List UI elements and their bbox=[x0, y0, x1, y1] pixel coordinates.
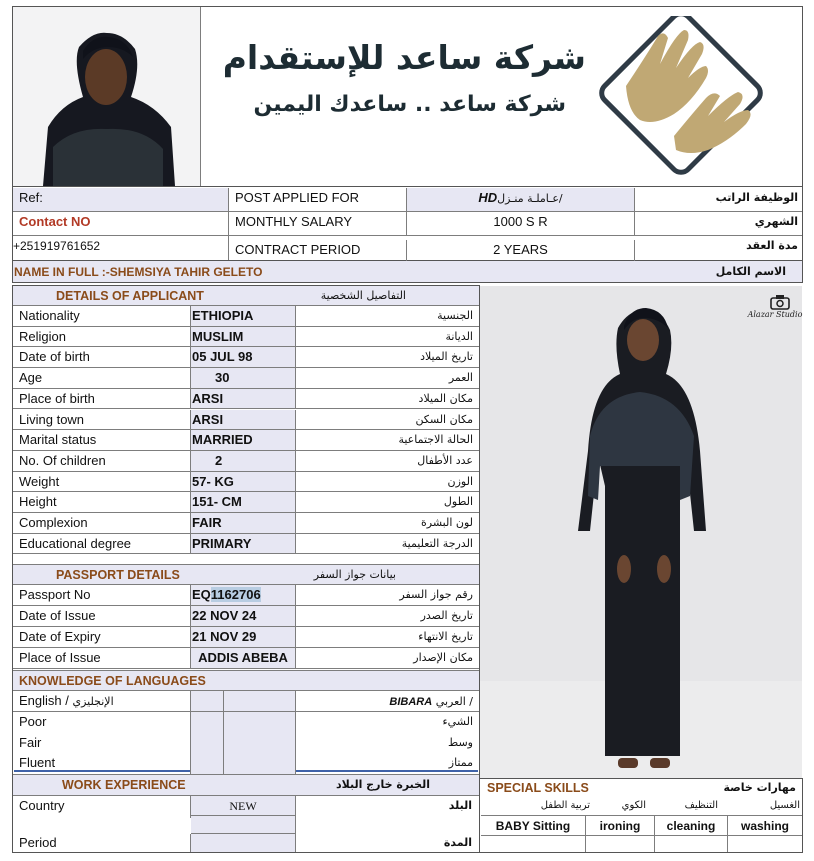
hands-logo-icon bbox=[596, 16, 776, 176]
applicant-label-ar: الدرجة التعليمية bbox=[296, 534, 479, 555]
passport-label: Passport No bbox=[13, 585, 191, 606]
english-check-1[interactable] bbox=[191, 691, 224, 712]
language-level-ar: وسط bbox=[448, 735, 473, 749]
applicant-value: ARSI bbox=[191, 410, 296, 431]
applicant-label: Nationality bbox=[13, 306, 191, 327]
applicant-label-ar: الوزن bbox=[296, 472, 479, 493]
skills-title-ar: مهارات خاصة bbox=[723, 781, 796, 794]
applicant-label: Place of birth bbox=[13, 389, 191, 410]
period-label-ar: المدة bbox=[443, 836, 472, 849]
arabic-label bbox=[296, 691, 479, 712]
applicant-value: ARSI bbox=[191, 389, 296, 410]
arabic-ar: العربي / bbox=[435, 695, 473, 708]
applicant-label: Height bbox=[13, 492, 191, 513]
skill-ar-washing: الغسيل bbox=[769, 800, 800, 811]
applicant-value: MARRIED bbox=[191, 430, 296, 451]
post-value-ar: عـاملـة منـزل/ bbox=[497, 192, 563, 205]
post-value bbox=[407, 188, 635, 212]
applicant-value: 05 JUL 98 bbox=[191, 347, 296, 368]
camera-icon bbox=[770, 294, 790, 310]
passport-no-prefix: EQ bbox=[192, 587, 211, 602]
applicant-value: 151- CM bbox=[191, 492, 296, 513]
applicant-label: Weight bbox=[13, 472, 191, 493]
skill-cleaning: cleaning bbox=[655, 816, 728, 836]
english-ar: الإنجليزي bbox=[72, 695, 114, 708]
language-level-label: Poor bbox=[13, 712, 191, 733]
skill-ar-cleaning: التنظيف bbox=[684, 800, 718, 811]
applicant-figure bbox=[480, 286, 802, 778]
salary-label-ar: الشهري bbox=[635, 212, 802, 236]
passport-title: PASSPORT DETAILS bbox=[56, 568, 180, 582]
passport-value: 21 NOV 29 bbox=[191, 627, 296, 648]
applicant-value: ETHIOPIA bbox=[191, 306, 296, 327]
work-title-ar: الخبرة خارج البلاد bbox=[335, 778, 430, 791]
language-check-a[interactable] bbox=[191, 712, 224, 733]
salary-value: 1000 S R bbox=[407, 212, 635, 236]
portrait-figure bbox=[13, 7, 201, 186]
applicant-label: Date of birth bbox=[13, 347, 191, 368]
applicant-label-ar: الديانة bbox=[296, 327, 479, 348]
full-body-photo bbox=[480, 286, 802, 778]
languages-header: KNOWLEDGE OF LANGUAGES bbox=[13, 670, 479, 691]
language-check-b[interactable] bbox=[224, 733, 296, 754]
contract-label: CONTRACT PERIOD bbox=[229, 240, 407, 264]
skill-washing: washing bbox=[728, 816, 802, 836]
applicant-label: Age bbox=[13, 368, 191, 389]
applicant-value: FAIR bbox=[191, 513, 296, 534]
company-slogan: شركة ساعد .. ساعدك اليمين bbox=[253, 92, 566, 117]
skill-babysitting: BABY Sitting bbox=[481, 816, 586, 836]
portrait-photo bbox=[13, 7, 201, 186]
work-title: WORK EXPERIENCE bbox=[62, 778, 186, 792]
full-name-ar: الاسم الكامل bbox=[715, 265, 786, 278]
passport-no-rest: 1162706 bbox=[210, 587, 261, 602]
full-name: NAME IN FULL :-SHEMSIYA TAHIR GELETO bbox=[14, 265, 263, 279]
language-check-a[interactable] bbox=[191, 733, 224, 754]
fluent-underline-right bbox=[296, 770, 478, 772]
skill-ar-ironing: الكوي bbox=[621, 800, 646, 811]
post-code: HD bbox=[478, 190, 498, 205]
post-label-ar: الوظيفة الراتب bbox=[635, 188, 802, 212]
applicant-value: 30 bbox=[191, 368, 296, 389]
passport-label: Date of Issue bbox=[13, 606, 191, 627]
applicant-label: Educational degree bbox=[13, 534, 191, 555]
contract-value: 2 YEARS bbox=[407, 240, 635, 261]
applicant-label-ar: الحالة الاجتماعية bbox=[296, 430, 479, 451]
skills-title: SPECIAL SKILLS bbox=[487, 781, 589, 795]
arabic-code: BIBARA bbox=[389, 696, 433, 708]
ref-cell: Ref: bbox=[13, 188, 229, 212]
language-check-b[interactable] bbox=[224, 712, 296, 733]
language-level-ar: ممتاز bbox=[448, 756, 473, 769]
post-label: POST APPLIED FOR bbox=[229, 188, 407, 212]
salary-label: MONTHLY SALARY bbox=[229, 212, 407, 236]
country-extra-1 bbox=[191, 816, 296, 834]
applicant-label-ar: عدد الأطفال bbox=[296, 451, 479, 472]
applicant-value: PRIMARY bbox=[191, 534, 296, 555]
applicant-label-ar: تاريخ الميلاد bbox=[296, 347, 479, 368]
applicant-label-ar: العمر bbox=[296, 368, 479, 389]
skill-ar-babysitting: تربية الطفل bbox=[540, 800, 590, 811]
passport-value: ADDIS ABEBA bbox=[191, 648, 296, 669]
applicant-label: Marital status bbox=[13, 430, 191, 451]
skill-ironing: ironing bbox=[586, 816, 655, 836]
passport-title-ar: بيانات جواز السفر bbox=[313, 568, 396, 581]
applicant-label: Complexion bbox=[13, 513, 191, 534]
english-check-2[interactable] bbox=[224, 691, 296, 712]
passport-label-ar: تاريخ الصدر bbox=[296, 606, 479, 627]
passport-label-ar: رقم جواز السفر bbox=[296, 585, 479, 606]
applicant-label-ar: الطول bbox=[296, 492, 479, 513]
applicant-value: MUSLIM bbox=[191, 327, 296, 348]
applicant-value: 57- KG bbox=[191, 472, 296, 493]
language-level-ar: الشيء bbox=[442, 715, 473, 728]
country-label-ar: البلد bbox=[448, 799, 472, 812]
passport-label: Place of Issue bbox=[13, 648, 191, 669]
applicant-label-ar: لون البشرة bbox=[296, 513, 479, 534]
contact-label: Contact NO bbox=[13, 212, 229, 236]
country-value: NEW bbox=[191, 796, 296, 816]
language-check-b[interactable] bbox=[224, 753, 296, 774]
applicant-label-ar: مكان السكن bbox=[296, 410, 479, 431]
studio-name: Alazar Studio bbox=[747, 310, 803, 319]
period-label: Period bbox=[13, 834, 191, 852]
passport-label-ar: مكان الإصدار bbox=[296, 648, 479, 669]
applicant-title: DETAILS OF APPLICANT bbox=[56, 289, 204, 303]
country-label: Country bbox=[13, 796, 191, 818]
applicant-label: Living town bbox=[13, 410, 191, 431]
contract-label-ar: مدة العقد bbox=[746, 239, 798, 252]
applicant-label: Religion bbox=[13, 327, 191, 348]
english-label bbox=[13, 691, 191, 712]
applicant-label-ar: الجنسية bbox=[296, 306, 479, 327]
applicant-label: No. Of children bbox=[13, 451, 191, 472]
fluent-underline-left bbox=[14, 770, 190, 772]
passport-value: 22 NOV 24 bbox=[191, 606, 296, 627]
language-level-label: Fluent bbox=[13, 753, 191, 774]
language-check-a[interactable] bbox=[191, 753, 224, 774]
english-text: English / bbox=[19, 693, 69, 708]
skill-blank-3 bbox=[655, 836, 728, 852]
contact-phone: +251919761652 bbox=[13, 236, 229, 260]
applicant-value: 2 bbox=[191, 451, 296, 472]
passport-label-ar: تاريخ الانتهاء bbox=[296, 627, 479, 648]
skill-blank-2 bbox=[586, 836, 655, 852]
skill-blank-1 bbox=[481, 836, 586, 852]
applicant-title-ar: التفاصيل الشخصية bbox=[320, 289, 406, 302]
period-value bbox=[191, 834, 296, 852]
passport-label: Date of Expiry bbox=[13, 627, 191, 648]
passport-number bbox=[191, 585, 296, 606]
company-name: شركة ساعد للإستقدام bbox=[222, 38, 586, 77]
applicant-label-ar: مكان الميلاد bbox=[296, 389, 479, 410]
language-level-label: Fair bbox=[13, 733, 191, 754]
